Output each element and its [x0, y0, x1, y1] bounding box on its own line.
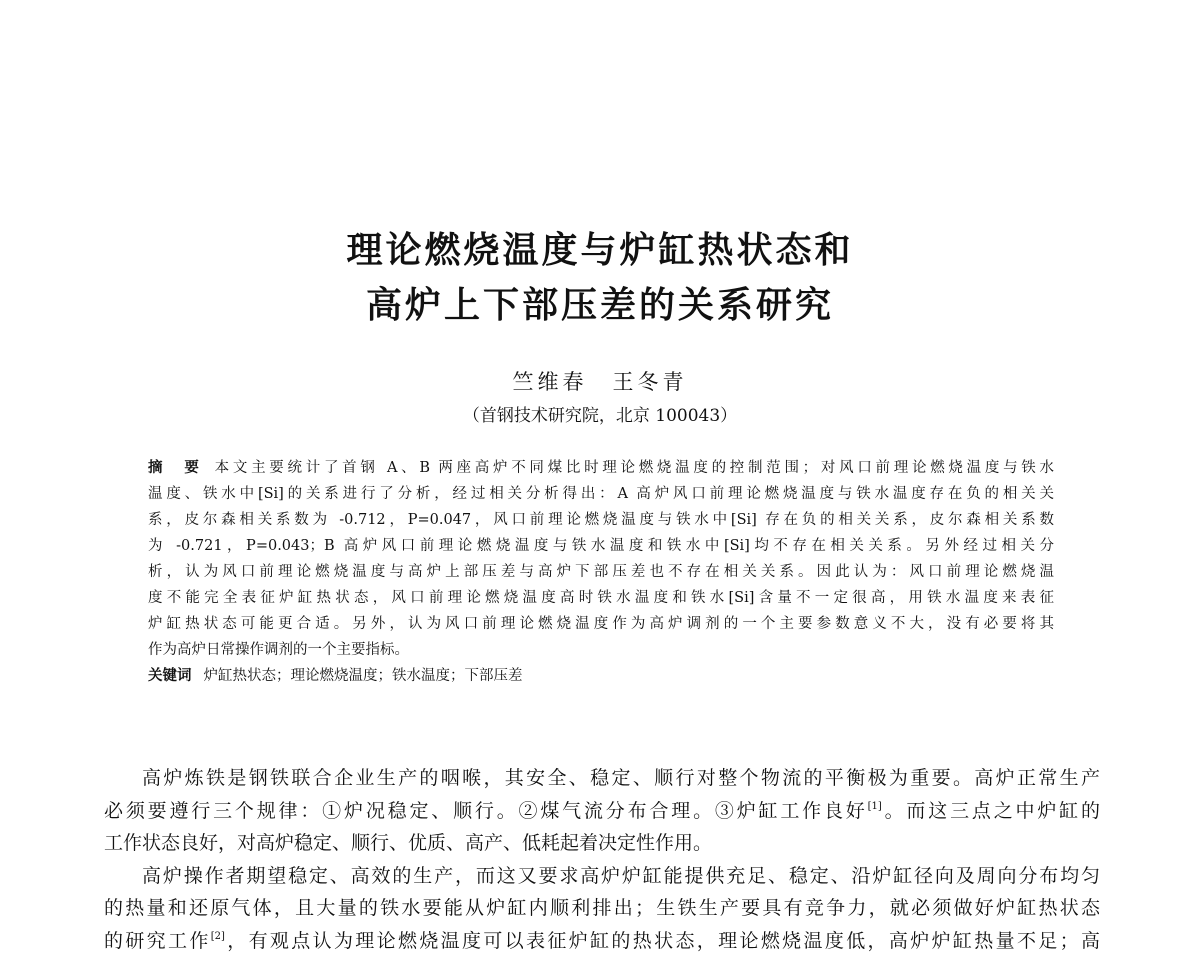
abstract-text: 本文主要统计了首钢 A、B 两座高炉不同煤比时理论燃烧温度的控制范围；对风口前理论燃烧温度与铁水 [215, 460, 1054, 476]
body-line: 的热量和还原气体，且大量的铁水要能从炉缸内顺利排出；生铁生产要具有竞争力，就必须做好炉缸热状态 [104, 892, 1100, 925]
paper-title-line-2: 高炉上下部压差的关系研究 [0, 277, 1200, 328]
body-line: 高炉炼铁是钢铁联合企业生产的咽喉，其安全、稳定、顺行对整个物流的平衡极为重要。高炉正常生产 [104, 762, 1100, 795]
body-text-span: 。而这三点之中炉缸的 [882, 800, 1100, 822]
body-line [104, 925, 1100, 957]
abstract [148, 455, 1054, 689]
body-text [104, 762, 1100, 957]
keywords-label: 关键词 [148, 668, 192, 684]
keywords-text: 炉缸热状态；理论燃烧温度；铁水温度；下部压差 [204, 668, 523, 684]
body-text-span: ，有观点认为理论燃烧温度可以表征炉缸的热状态，理论燃烧温度低，高炉炉缸热量不足；高 [225, 930, 1100, 952]
citation: [2] [211, 931, 225, 942]
abstract-line [148, 455, 1054, 481]
body-line [104, 795, 1100, 828]
abstract-line: 温度、铁水中[Si]的关系进行了分析，经过相关分析得出：A 高炉风口前理论燃烧温度与铁水温度存在负的相关关 [148, 481, 1054, 507]
keywords [148, 663, 1054, 689]
body-line: 工作状态良好，对高炉稳定、顺行、优质、高产、低耗起着决定性作用。 [104, 827, 1100, 860]
citation: [1] [868, 801, 882, 812]
abstract-line: 析，认为风口前理论燃烧温度与高炉上部压差与高炉下部压差也不存在相关关系。因此认为：风口前理论燃烧温 [148, 559, 1054, 585]
abstract-line: 炉缸热状态可能更合适。另外，认为风口前理论燃烧温度作为高炉调剂的一个主要参数意义不大，没有必要将其 [148, 611, 1054, 637]
body-line: 高炉操作者期望稳定、高效的生产，而这又要求高炉炉缸能提供充足、稳定、沿炉缸径向及周向分布均匀 [104, 860, 1100, 893]
affiliation: （首钢技术研究院，北京 100043） [0, 401, 1200, 426]
abstract-line: 系，皮尔森相关系数为 -0.712，P=0.047，风口前理论燃烧温度与铁水中[Si] 存在负的相关关系，皮尔森相关系数 [148, 507, 1054, 533]
paper-title-line-1: 理论燃烧温度与炉缸热状态和 [0, 222, 1200, 273]
abstract-line: 作为高炉日常操作调剂的一个主要指标。 [148, 637, 1054, 663]
abstract-line: 为 -0.721，P=0.043；B 高炉风口前理论燃烧温度与铁水温度和铁水中[Si]均不存在相关关系。另外经过相关分 [148, 533, 1054, 559]
abstract-label: 摘 要 [148, 460, 203, 476]
abstract-line: 度不能完全表征炉缸热状态，风口前理论燃烧温度高时铁水温度和铁水[Si]含量不一定很高，用铁水温度来表征 [148, 585, 1054, 611]
body-text-span: 的研究工作 [104, 930, 211, 952]
body-text-span: 必须要遵行三个规律：①炉况稳定、顺行。②煤气流分布合理。③炉缸工作良好 [104, 800, 868, 822]
authors: 竺维春 王冬青 [0, 366, 1200, 396]
